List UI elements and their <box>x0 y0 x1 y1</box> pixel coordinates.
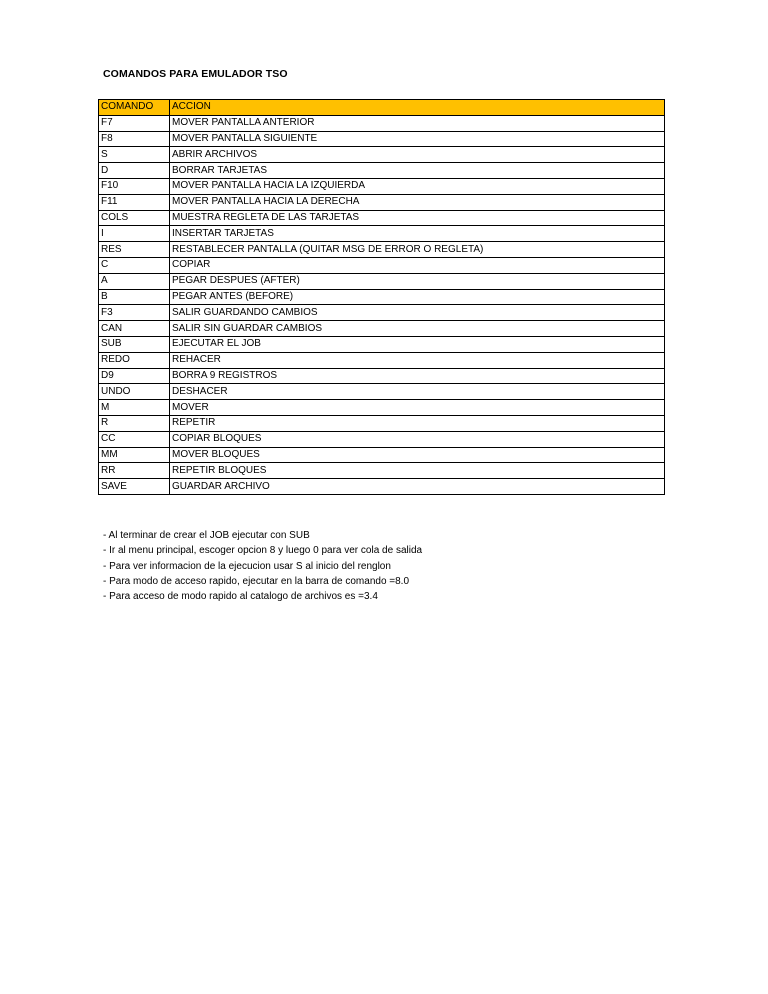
command-cell: COLS <box>99 210 170 226</box>
command-cell: SUB <box>99 336 170 352</box>
action-cell: EJECUTAR EL JOB <box>170 336 665 352</box>
header-command: COMANDO <box>99 100 170 116</box>
action-cell: BORRAR TARJETAS <box>170 163 665 179</box>
command-cell: B <box>99 289 170 305</box>
table-row <box>99 210 665 226</box>
command-cell: SAVE <box>99 479 170 495</box>
action-cell: COPIAR BLOQUES <box>170 431 665 447</box>
command-cell: RR <box>99 463 170 479</box>
table-header-row <box>99 100 665 116</box>
table-row <box>99 257 665 273</box>
command-cell: F7 <box>99 115 170 131</box>
note-item: - Para ver informacion de la ejecucion usar S al inicio del renglon <box>103 560 391 572</box>
table-row <box>99 415 665 431</box>
table-row <box>99 273 665 289</box>
command-cell: D <box>99 163 170 179</box>
table-row <box>99 178 665 194</box>
command-cell: F10 <box>99 178 170 194</box>
action-cell: COPIAR <box>170 257 665 273</box>
action-cell: GUARDAR ARCHIVO <box>170 479 665 495</box>
table-row <box>99 131 665 147</box>
table-row <box>99 163 665 179</box>
action-cell: MUESTRA REGLETA DE LAS TARJETAS <box>170 210 665 226</box>
command-cell: F8 <box>99 131 170 147</box>
commands-table <box>98 99 665 495</box>
command-cell: A <box>99 273 170 289</box>
action-cell: PEGAR ANTES (BEFORE) <box>170 289 665 305</box>
command-cell: REDO <box>99 352 170 368</box>
table-row <box>99 368 665 384</box>
action-cell: MOVER PANTALLA HACIA LA DERECHA <box>170 194 665 210</box>
command-cell: RES <box>99 242 170 258</box>
action-cell: REPETIR BLOQUES <box>170 463 665 479</box>
action-cell: INSERTAR TARJETAS <box>170 226 665 242</box>
table-row <box>99 242 665 258</box>
table-row <box>99 147 665 163</box>
note-item: - Al terminar de crear el JOB ejecutar con SUB <box>103 530 310 541</box>
action-cell: PEGAR DESPUES (AFTER) <box>170 273 665 289</box>
command-cell: CC <box>99 431 170 447</box>
action-cell: MOVER PANTALLA HACIA LA IZQUIERDA <box>170 178 665 194</box>
action-cell: ABRIR ARCHIVOS <box>170 147 665 163</box>
table-row <box>99 384 665 400</box>
table-row <box>99 194 665 210</box>
action-cell: MOVER PANTALLA SIGUIENTE <box>170 131 665 147</box>
action-cell: SALIR GUARDANDO CAMBIOS <box>170 305 665 321</box>
table-row <box>99 321 665 337</box>
header-action: ACCION <box>170 100 665 116</box>
action-cell: BORRA 9 REGISTROS <box>170 368 665 384</box>
table-row <box>99 226 665 242</box>
command-cell: S <box>99 147 170 163</box>
table-row <box>99 447 665 463</box>
command-cell: F3 <box>99 305 170 321</box>
command-cell: M <box>99 400 170 416</box>
action-cell: MOVER <box>170 400 665 416</box>
note-item: - Para acceso de modo rapido al catalogo de archivos es =3.4 <box>103 591 378 603</box>
command-cell: F11 <box>99 194 170 210</box>
notes-list <box>103 528 422 604</box>
command-cell: MM <box>99 447 170 463</box>
action-cell: RESTABLECER PANTALLA (QUITAR MSG DE ERROR O REGLETA) <box>170 242 665 258</box>
action-cell: MOVER BLOQUES <box>170 447 665 463</box>
note-item: - Ir al menu principal, escoger opcion 8 y luego 0 para ver cola de salida <box>103 545 423 557</box>
action-cell: REHACER <box>170 352 665 368</box>
command-cell: UNDO <box>99 384 170 400</box>
table-row <box>99 115 665 131</box>
command-cell: I <box>99 226 170 242</box>
table-row <box>99 463 665 479</box>
document-title: COMANDOS PARA EMULADOR TSO <box>103 68 288 80</box>
action-cell: MOVER PANTALLA ANTERIOR <box>170 115 665 131</box>
command-cell: R <box>99 415 170 431</box>
action-cell: SALIR SIN GUARDAR CAMBIOS <box>170 321 665 337</box>
table-row <box>99 289 665 305</box>
table-row <box>99 479 665 495</box>
table-header <box>99 100 665 116</box>
note-item: - Para modo de acceso rapido, ejecutar en la barra de comando =8.0 <box>103 575 410 587</box>
table-row <box>99 431 665 447</box>
action-cell: REPETIR <box>170 415 665 431</box>
table-row <box>99 336 665 352</box>
table-row <box>99 352 665 368</box>
action-cell: DESHACER <box>170 384 665 400</box>
table-body <box>99 115 665 494</box>
table-row <box>99 305 665 321</box>
table-row <box>99 400 665 416</box>
command-cell: D9 <box>99 368 170 384</box>
command-cell: CAN <box>99 321 170 337</box>
command-cell: C <box>99 257 170 273</box>
